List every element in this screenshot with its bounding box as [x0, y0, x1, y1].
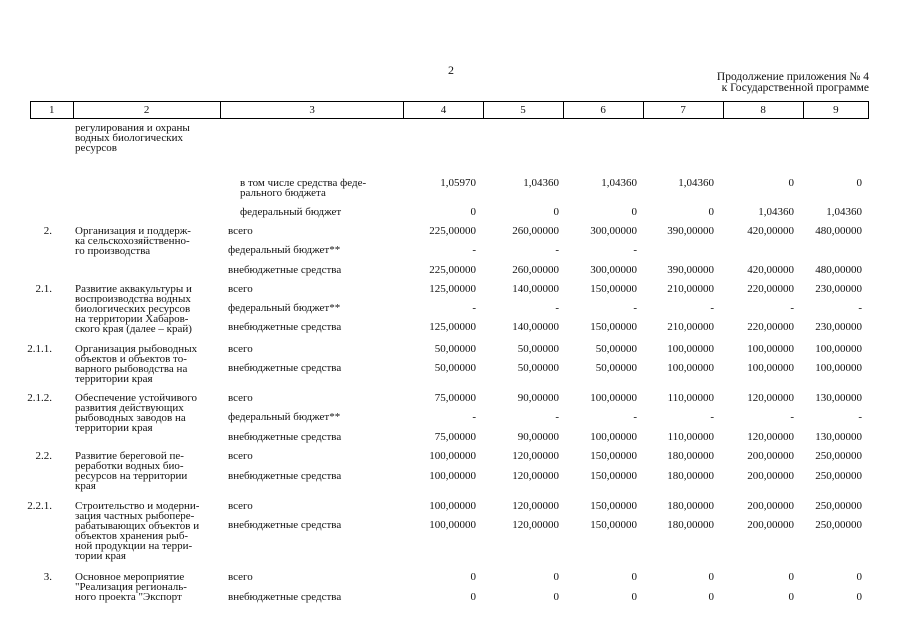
value-cell: 1,04360 [826, 206, 862, 218]
value-cell: 390,00000 [667, 264, 714, 276]
value-cell: - [555, 411, 559, 423]
value-cell: 480,00000 [815, 264, 862, 276]
header-col-5: 5 [483, 102, 563, 119]
value-cell: 180,00000 [667, 450, 714, 462]
value-cell: - [790, 302, 794, 314]
value-cell: 50,00000 [434, 343, 476, 355]
value-cell: 0 [788, 571, 794, 583]
value-cell: 150,00000 [590, 450, 637, 462]
value-cell: - [472, 244, 476, 256]
funding-source-label: в том числе средства феде- рального бюджета [240, 177, 367, 199]
value-cell: 0 [631, 571, 637, 583]
value-cell: 120,00000 [512, 450, 559, 462]
value-cell: 0 [856, 571, 862, 583]
value-cell: 300,00000 [590, 264, 637, 276]
value-cell: 250,00000 [815, 470, 862, 482]
value-cell: 420,00000 [747, 225, 794, 237]
value-cell: 100,00000 [429, 450, 476, 462]
funding-source-label: федеральный бюджет** [228, 411, 341, 423]
value-cell: 1,04360 [601, 177, 637, 189]
value-cell: 100,00000 [590, 431, 637, 443]
value-cell: 230,00000 [815, 283, 862, 295]
value-cell: 150,00000 [590, 500, 637, 512]
value-cell: 250,00000 [815, 500, 862, 512]
value-cell: 0 [470, 571, 476, 583]
value-cell: 50,00000 [517, 343, 559, 355]
value-cell: 200,00000 [747, 450, 794, 462]
continuation-line-2: к Государственной программе [721, 82, 869, 94]
value-cell: 420,00000 [747, 264, 794, 276]
value-cell: 390,00000 [667, 225, 714, 237]
value-cell: 180,00000 [667, 500, 714, 512]
funding-source-label: всего [228, 283, 253, 295]
value-cell: 260,00000 [512, 225, 559, 237]
value-cell: 0 [788, 177, 794, 189]
value-cell: 200,00000 [747, 500, 794, 512]
value-cell: 250,00000 [815, 450, 862, 462]
continuation-line-1: Продолжение приложения № 4 [716, 71, 869, 83]
value-cell: 100,00000 [747, 343, 794, 355]
funding-source-label: внебюджетные средства [228, 431, 342, 443]
value-cell: 120,00000 [512, 519, 559, 531]
value-cell: 150,00000 [590, 321, 637, 333]
value-cell: 120,00000 [512, 500, 559, 512]
value-cell: 100,00000 [429, 500, 476, 512]
funding-source-label: всего [228, 392, 253, 404]
value-cell: 100,00000 [815, 362, 862, 374]
value-cell: 110,00000 [667, 392, 714, 404]
value-cell: 0 [708, 206, 714, 218]
row-number: 2. [43, 225, 52, 237]
header-col-6: 6 [563, 102, 643, 119]
value-cell: 210,00000 [667, 283, 714, 295]
value-cell: - [633, 302, 637, 314]
value-cell: - [858, 411, 862, 423]
value-cell: 90,00000 [517, 392, 559, 404]
value-cell: 0 [856, 591, 862, 603]
value-cell: 0 [553, 591, 559, 603]
row-name: Строительство и модерни- зация частных рыбопере- рабатывающих объектов и объектов хранения рыб- ной продукции на терри- тории края [75, 500, 200, 562]
funding-source-label: внебюджетные средства [228, 519, 342, 531]
page-number: 2 [448, 63, 454, 77]
header-col-4: 4 [404, 102, 483, 119]
value-cell: 250,00000 [815, 519, 862, 531]
row-name: Развитие аквакультуры и воспроизводства водных биологических ресурсов на территории Хабаров- ского края (далее – край) [75, 283, 192, 335]
funding-source-label: федеральный бюджет** [228, 302, 341, 314]
funding-source-label: всего [228, 500, 253, 512]
value-cell: 260,00000 [512, 264, 559, 276]
row-number: 2.2. [35, 450, 52, 462]
value-cell: 50,00000 [595, 362, 637, 374]
value-cell: 1,04360 [523, 177, 559, 189]
value-cell: 200,00000 [747, 519, 794, 531]
value-cell: - [555, 244, 559, 256]
value-cell: 0 [553, 571, 559, 583]
value-cell: 0 [708, 571, 714, 583]
value-cell: 480,00000 [815, 225, 862, 237]
value-cell: - [555, 302, 559, 314]
value-cell: 1,05970 [440, 177, 476, 189]
value-cell: 1,04360 [758, 206, 794, 218]
value-cell: - [790, 411, 794, 423]
row-name: Основное мероприятие "Реализация региональ- ного проекта "Экспорт [75, 571, 187, 603]
value-cell: 90,00000 [517, 431, 559, 443]
value-cell: 50,00000 [517, 362, 559, 374]
value-cell: 0 [470, 206, 476, 218]
row-number: 2.1.2. [27, 392, 52, 404]
row-number: 2.2.1. [27, 500, 52, 512]
value-cell: 0 [631, 206, 637, 218]
value-cell: 150,00000 [590, 470, 637, 482]
value-cell: 220,00000 [747, 283, 794, 295]
value-cell: 225,00000 [429, 225, 476, 237]
value-cell: - [633, 411, 637, 423]
funding-source-label: внебюджетные средства [228, 591, 342, 603]
funding-source-label: федеральный бюджет [240, 206, 342, 218]
value-cell: 130,00000 [815, 392, 862, 404]
value-cell: 100,00000 [590, 392, 637, 404]
value-cell: 100,00000 [747, 362, 794, 374]
value-cell: 100,00000 [429, 519, 476, 531]
value-cell: 140,00000 [512, 321, 559, 333]
value-cell: 220,00000 [747, 321, 794, 333]
row-number: 3. [43, 571, 52, 583]
value-cell: 0 [553, 206, 559, 218]
funding-source-label: внебюджетные средства [228, 362, 342, 374]
value-cell: 150,00000 [590, 519, 637, 531]
row-number: 2.1.1. [27, 343, 52, 355]
value-cell: 180,00000 [667, 470, 714, 482]
row-name: Организация рыбоводных объектов и объектов то- варного рыбоводства на территории края [75, 343, 198, 385]
value-cell: 130,00000 [815, 431, 862, 443]
funding-source-label: федеральный бюджет** [228, 244, 341, 256]
row-name: Развитие береговой пе- реработки водных био- ресурсов на территории края [75, 450, 188, 492]
header-col-8: 8 [723, 102, 803, 119]
value-cell: 50,00000 [434, 362, 476, 374]
value-cell: 100,00000 [667, 343, 714, 355]
value-cell: 100,00000 [667, 362, 714, 374]
value-cell: 0 [788, 591, 794, 603]
value-cell: 0 [631, 591, 637, 603]
header-col-7: 7 [643, 102, 723, 119]
value-cell: - [858, 302, 862, 314]
header-col-1: 1 [31, 102, 74, 119]
value-cell: 300,00000 [590, 225, 637, 237]
funding-source-label: внебюджетные средства [228, 321, 342, 333]
funding-source-label: внебюджетные средства [228, 264, 342, 276]
funding-source-label: внебюджетные средства [228, 470, 342, 482]
funding-source-label: всего [228, 450, 253, 462]
value-cell: - [472, 411, 476, 423]
value-cell: 0 [708, 591, 714, 603]
value-cell: - [633, 244, 637, 256]
header-col-3: 3 [220, 102, 404, 119]
value-cell: 230,00000 [815, 321, 862, 333]
value-cell: 75,00000 [434, 431, 476, 443]
value-cell: 100,00000 [429, 470, 476, 482]
value-cell: - [472, 302, 476, 314]
value-cell: 110,00000 [667, 431, 714, 443]
value-cell: 75,00000 [434, 392, 476, 404]
value-cell: 0 [856, 177, 862, 189]
value-cell: 180,00000 [667, 519, 714, 531]
column-header-table [30, 101, 869, 119]
value-cell: 50,00000 [595, 343, 637, 355]
value-cell: 210,00000 [667, 321, 714, 333]
value-cell: 140,00000 [512, 283, 559, 295]
funding-source-label: всего [228, 225, 253, 237]
value-cell: 0 [470, 591, 476, 603]
value-cell: - [710, 302, 714, 314]
row-number: 2.1. [35, 283, 52, 295]
continuation-note [717, 72, 869, 94]
value-cell: 100,00000 [815, 343, 862, 355]
value-cell: 120,00000 [512, 470, 559, 482]
value-cell: 125,00000 [429, 321, 476, 333]
value-cell: 200,00000 [747, 470, 794, 482]
continued-row-name: регулирования и охраны водных биологических ресурсов [75, 122, 190, 154]
value-cell: 125,00000 [429, 283, 476, 295]
header-col-9: 9 [803, 102, 868, 119]
value-cell: 225,00000 [429, 264, 476, 276]
value-cell: - [710, 411, 714, 423]
value-cell: 150,00000 [590, 283, 637, 295]
funding-source-label: всего [228, 571, 253, 583]
value-cell: 1,04360 [678, 177, 714, 189]
row-name: Обеспечение устойчивого развития действующих рыбоводных заводов на территории края [75, 392, 197, 434]
header-col-2: 2 [73, 102, 220, 119]
value-cell: 120,00000 [747, 392, 794, 404]
value-cell: 120,00000 [747, 431, 794, 443]
row-name: Организация и поддерж- ка сельскохозяйственно- го производства [75, 225, 191, 257]
funding-source-label: всего [228, 343, 253, 355]
